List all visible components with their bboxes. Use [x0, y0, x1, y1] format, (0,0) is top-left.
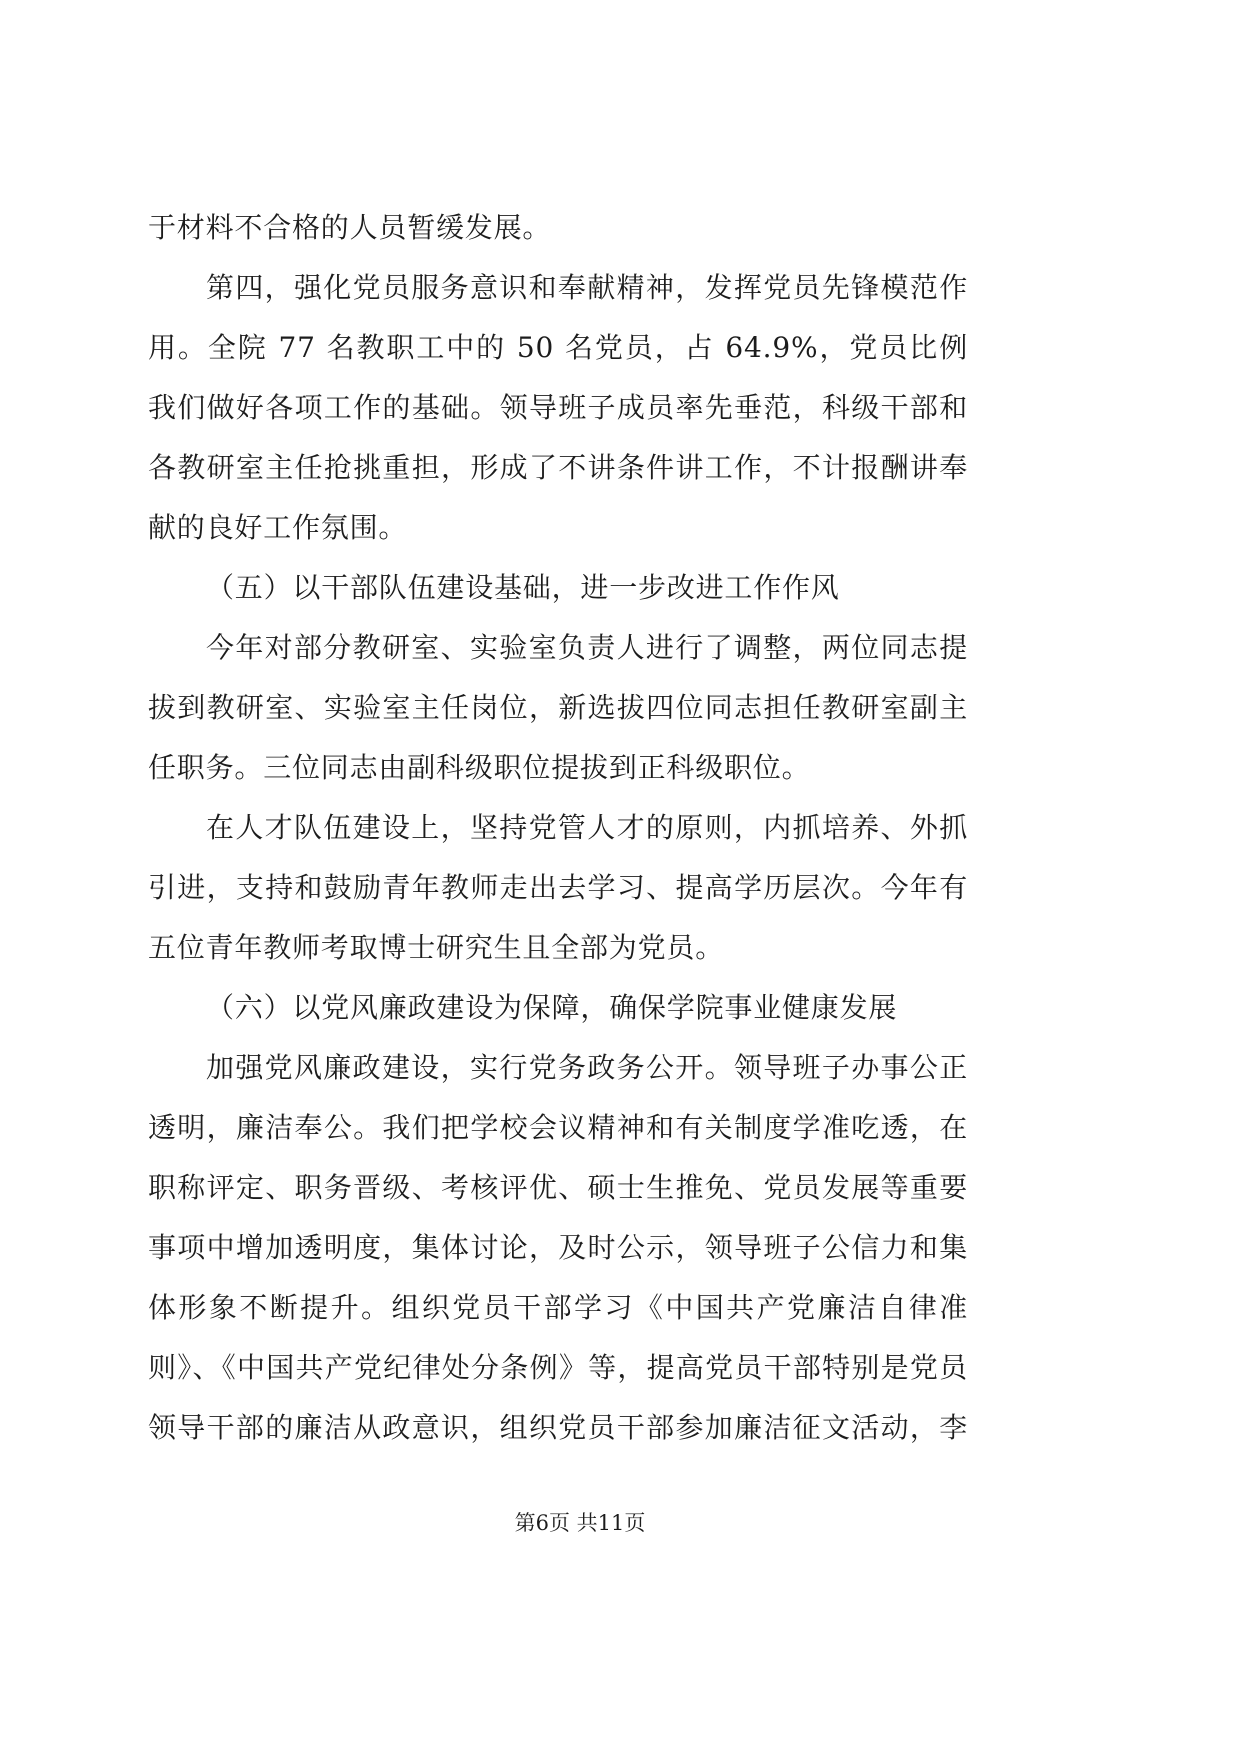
text-line: 透明，廉洁奉公。我们把学校会议精神和有关制度学准吃透，在 [148, 1111, 968, 1144]
body-text [148, 198, 968, 1458]
section-heading: （五）以干部队伍建设基础，进一步改进工作作风 [206, 571, 840, 604]
section-heading: （六）以党风廉政建设为保障，确保学院事业健康发展 [206, 991, 898, 1024]
text-line: 任职务。三位同志由副科级职位提拔到正科级职位。 [148, 751, 811, 784]
text-line: 于材料不合格的人员暂缓发展。 [148, 211, 552, 244]
text-line: 职称评定、职务晋级、考核评优、硕士生推免、党员发展等重要 [148, 1171, 968, 1204]
text-line: 加强党风廉政建设，实行党务政务公开。领导班子办事公正 [206, 1051, 968, 1084]
text-line: 事项中增加透明度，集体讨论，及时公示，领导班子公信力和集 [148, 1231, 968, 1264]
text-line: 我们做好各项工作的基础。领导班子成员率先垂范，科级干部和 [148, 391, 968, 424]
text-line: 拔到教研室、实验室主任岗位，新选拔四位同志担任教研室副主 [148, 691, 968, 724]
page-number-footer: 第6页 共11页 [514, 1511, 646, 1535]
text-line: 各教研室主任抢挑重担，形成了不讲条件讲工作，不计报酬讲奉 [148, 451, 968, 484]
text-line: 在人才队伍建设上，坚持党管人才的原则，内抓培养、外抓 [206, 811, 968, 844]
text-line: 今年对部分教研室、实验室负责人进行了调整，两位同志提 [206, 631, 968, 664]
text-line: 则》、《中国共产党纪律处分条例》等，提高党员干部特别是党员 [148, 1351, 968, 1384]
text-line: 引进，支持和鼓励青年教师走出去学习、提高学历层次。今年有 [148, 871, 968, 904]
text-line: 五位青年教师考取博士研究生且全部为党员。 [148, 931, 725, 964]
text-line: 领导干部的廉洁从政意识，组织党员干部参加廉洁征文活动，李 [148, 1411, 968, 1444]
text-line: 第四，强化党员服务意识和奉献精神，发挥党员先锋模范作 [206, 271, 968, 304]
text-line: 献的良好工作氛围。 [148, 511, 408, 544]
text-line: 体形象不断提升。组织党员干部学习《中国共产党廉洁自律准 [148, 1291, 968, 1324]
text-line: 用。全院 77 名教职工中的 50 名党员，占 64.9%，党员比例 [148, 331, 968, 364]
